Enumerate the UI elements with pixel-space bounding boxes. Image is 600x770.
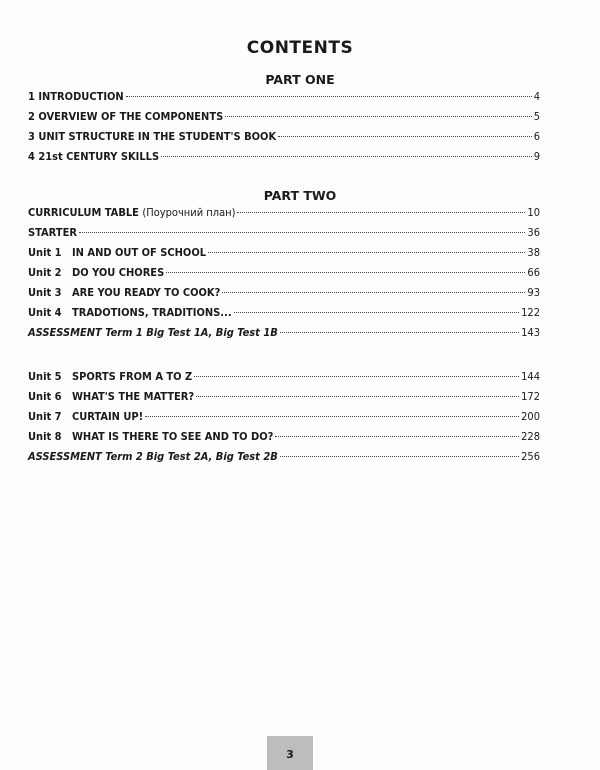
toc-entry-unit[interactable]	[28, 430, 540, 450]
toc-entry-label: Unit 2 DO YOU CHORES	[28, 266, 165, 279]
part-two-heading: PART TWO	[263, 188, 337, 203]
toc-entry-label: 1 INTRODUCTION	[28, 90, 124, 103]
dot-leader	[161, 156, 532, 157]
term-two-list	[28, 370, 540, 470]
toc-entry-page: 5	[533, 110, 540, 123]
page-number: 3	[286, 748, 294, 761]
dot-leader	[145, 416, 519, 417]
toc-entry-page: 200	[521, 410, 540, 423]
toc-entry-page: 228	[521, 430, 540, 443]
toc-entry-unit[interactable]	[28, 390, 540, 410]
toc-entry-page: 38	[527, 246, 540, 259]
dot-leader	[79, 232, 525, 233]
page-number-box	[267, 736, 313, 770]
part-two-list	[28, 206, 540, 346]
toc-entry-label: STARTER	[28, 226, 77, 239]
toc-entry-label: Unit 3 ARE YOU READY TO COOK?	[28, 286, 221, 299]
toc-entry-page: 66	[527, 266, 540, 279]
dot-leader	[280, 332, 519, 333]
toc-entry-label: Unit 7 CURTAIN UP!	[28, 410, 144, 423]
toc-entry-starter[interactable]	[28, 226, 540, 246]
toc-entry-label: 3 UNIT STRUCTURE IN THE STUDENT'S BOOK	[28, 130, 277, 143]
toc-entry-label: ASSESSMENT Term 1 Big Test 1A, Big Test 1B	[28, 326, 278, 339]
dot-leader	[275, 436, 519, 437]
toc-entry-unit[interactable]	[28, 370, 540, 390]
dot-leader	[222, 292, 525, 293]
toc-entry-label: Unit 4 TRADOTIONS, TRADITIONS...	[28, 306, 232, 319]
toc-entry-unit[interactable]	[28, 306, 540, 326]
toc-entry-label: Unit 1 IN AND OUT OF SCHOOL	[28, 246, 207, 259]
dot-leader	[237, 212, 525, 213]
toc-entry[interactable]	[28, 130, 540, 150]
toc-entry-unit[interactable]	[28, 410, 540, 430]
toc-entry-label: CURRICULUM TABLE (Поурочний план)	[28, 206, 236, 219]
toc-entry-label: 4 21st CENTURY SKILLS	[28, 150, 160, 163]
toc-entry[interactable]	[28, 150, 540, 170]
dot-leader	[126, 96, 532, 97]
toc-entry-page: 256	[521, 450, 540, 463]
dot-leader	[194, 376, 519, 377]
toc-entry-unit[interactable]	[28, 286, 540, 306]
toc-entry[interactable]	[28, 110, 540, 130]
toc-entry-page: 143	[521, 326, 540, 339]
part-one-list	[28, 90, 540, 170]
toc-entry-assessment[interactable]	[28, 326, 540, 346]
page-title: CONTENTS	[246, 38, 354, 58]
toc-entry-label: 2 OVERVIEW OF THE COMPONENTS	[28, 110, 224, 123]
toc-entry-label: Unit 8 WHAT IS THERE TO SEE AND TO DO?	[28, 430, 274, 443]
toc-entry-unit[interactable]	[28, 246, 540, 266]
toc-entry-page: 122	[521, 306, 540, 319]
toc-entry-unit[interactable]	[28, 266, 540, 286]
toc-entry-assessment[interactable]	[28, 450, 540, 470]
dot-leader	[280, 456, 519, 457]
toc-entry-page: 4	[533, 90, 540, 103]
toc-entry-page: 10	[527, 206, 540, 219]
toc-entry-page: 144	[521, 370, 540, 383]
dot-leader	[166, 272, 525, 273]
dot-leader	[208, 252, 525, 253]
toc-entry-page: 6	[533, 130, 540, 143]
part-one-heading: PART ONE	[265, 72, 335, 87]
toc-entry-curriculum[interactable]	[28, 206, 540, 226]
toc-entry[interactable]	[28, 90, 540, 110]
dot-leader	[278, 136, 532, 137]
toc-entry-page: 172	[521, 390, 540, 403]
dot-leader	[234, 312, 520, 313]
toc-entry-page: 36	[527, 226, 540, 239]
toc-entry-label: Unit 6 WHAT'S THE MATTER?	[28, 390, 195, 403]
toc-entry-page: 93	[527, 286, 540, 299]
toc-entry-label: ASSESSMENT Term 2 Big Test 2A, Big Test 2B	[28, 450, 278, 463]
toc-entry-page: 9	[533, 150, 540, 163]
dot-leader	[196, 396, 519, 397]
toc-entry-label: Unit 5 SPORTS FROM A TO Z	[28, 370, 193, 383]
dot-leader	[225, 116, 532, 117]
